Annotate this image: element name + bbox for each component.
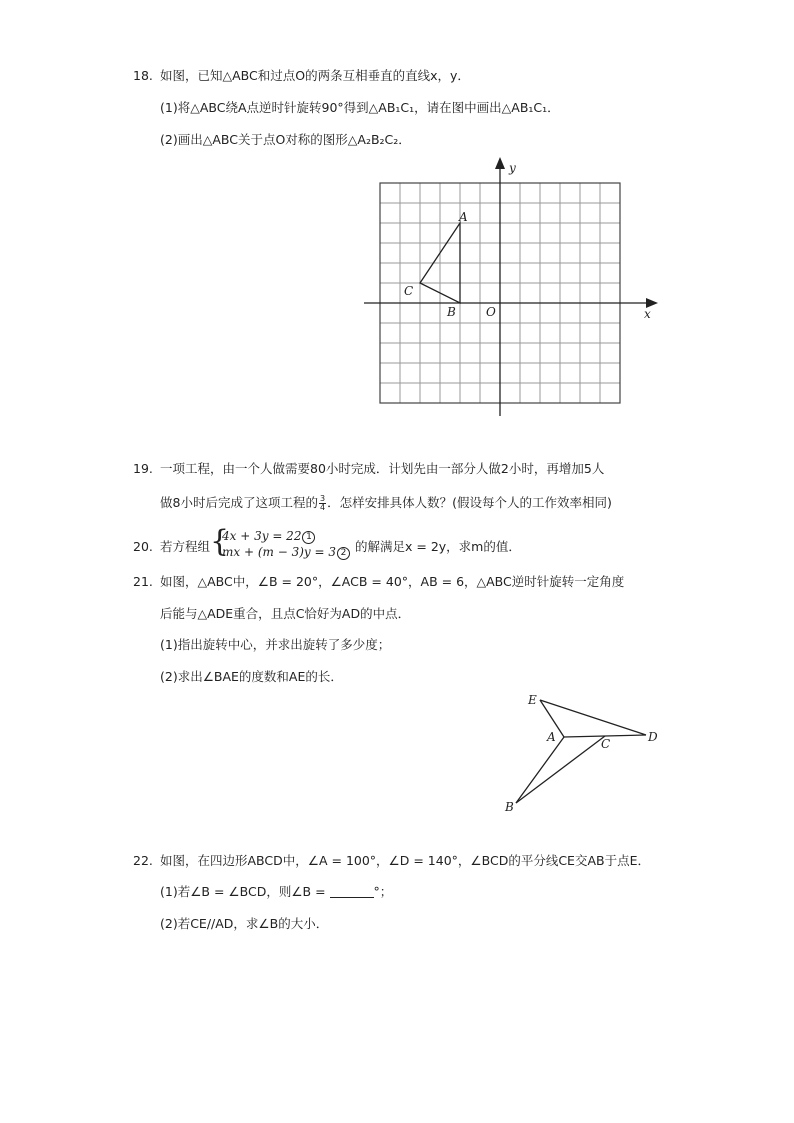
q19-number: 19. — [133, 461, 153, 476]
q18-label-a: A — [459, 210, 468, 224]
q22-number: 22. — [133, 853, 153, 868]
q21-number: 21. — [133, 574, 153, 589]
q19-fraction-numerator: 3 — [319, 494, 326, 503]
q21-label-b: B — [505, 800, 514, 814]
q21-part2: (2)求出∠BAE的度数和AE的长． — [160, 669, 343, 684]
q18-part2: (2)画出△ABC关于点O对称的图形△A₂B₂C₂． — [160, 132, 411, 147]
q22-part1-text: (1)若∠B = ∠BCD，则∠B = — [160, 884, 330, 899]
q19-line2 — [160, 495, 612, 512]
q19-fraction — [319, 495, 326, 512]
q21-part1: (1)指出旋转中心，并求出旋转了多少度； — [160, 637, 391, 652]
q19-line1: 一项工程，由一个人做需要80小时完成．计划先由一部分人做2小时，再增加5人 — [160, 461, 605, 476]
q22-answer-blank[interactable] — [330, 885, 374, 898]
q20-equation-2 — [222, 545, 350, 560]
q18-number: 18. — [133, 68, 153, 83]
q20-brace: { — [210, 524, 230, 559]
q20-eq2-marker: 2 — [337, 547, 350, 560]
q19-line2-end: ．怎样安排具体人数？(假设每个人的工作效率相同) — [327, 495, 612, 510]
q18-part1: (1)将△ABC绕A点逆时针旋转90°得到△AB₁C₁，请在图中画出△AB₁C₁． — [160, 100, 560, 115]
q21-line1: 如图，△ABC中，∠B = 20°，∠ACB = 40°，AB = 6，△ABC逆时针旋转一定角度 — [160, 574, 625, 589]
q18-label-o: O — [486, 305, 496, 319]
q21-label-a: A — [547, 730, 556, 744]
q18-label-c: C — [404, 284, 414, 298]
q21-figure — [516, 700, 646, 803]
q21-line2: 后能与△ADE重合，且点C恰好为AD的中点． — [160, 606, 411, 621]
q20-number: 20. — [133, 539, 153, 554]
q18-y-axis-arrow — [495, 157, 505, 169]
q19-fraction-denominator: 4 — [319, 503, 326, 512]
q20-equation-1 — [222, 529, 315, 544]
q20-eq1-marker: 1 — [302, 531, 315, 544]
q18-label-b: B — [447, 305, 456, 319]
q18-label-y: y — [509, 161, 516, 175]
q22-stem: 如图，在四边形ABCD中，∠A = 100°，∠D = 140°，∠BCD的平分线CE交AB于点E． — [160, 853, 650, 868]
q18-stem: 如图，已知△ABC和过点O的两条互相垂直的直线x，y． — [160, 68, 470, 83]
q18-label-x: x — [644, 307, 651, 321]
q20-suffix: 的解满足x = 2y，求m的值． — [355, 539, 521, 554]
q22-part1-suffix: °； — [373, 884, 393, 899]
q22-part2: (2)若CE//AD，求∠B的大小． — [160, 916, 329, 931]
q21-label-c: C — [601, 737, 611, 751]
q20-eq2-text: mx + (m − 3)y = 3 — [222, 545, 336, 559]
q21-label-d: D — [648, 730, 658, 744]
q22-part1 — [160, 884, 392, 900]
q19-line2-start: 做8小时后完成了这项工程的 — [160, 495, 318, 510]
q21-label-e: E — [528, 693, 537, 707]
q20-eq1-text: 4x + 3y = 22 — [222, 529, 302, 543]
q20-prefix: 若方程组 — [160, 539, 211, 554]
